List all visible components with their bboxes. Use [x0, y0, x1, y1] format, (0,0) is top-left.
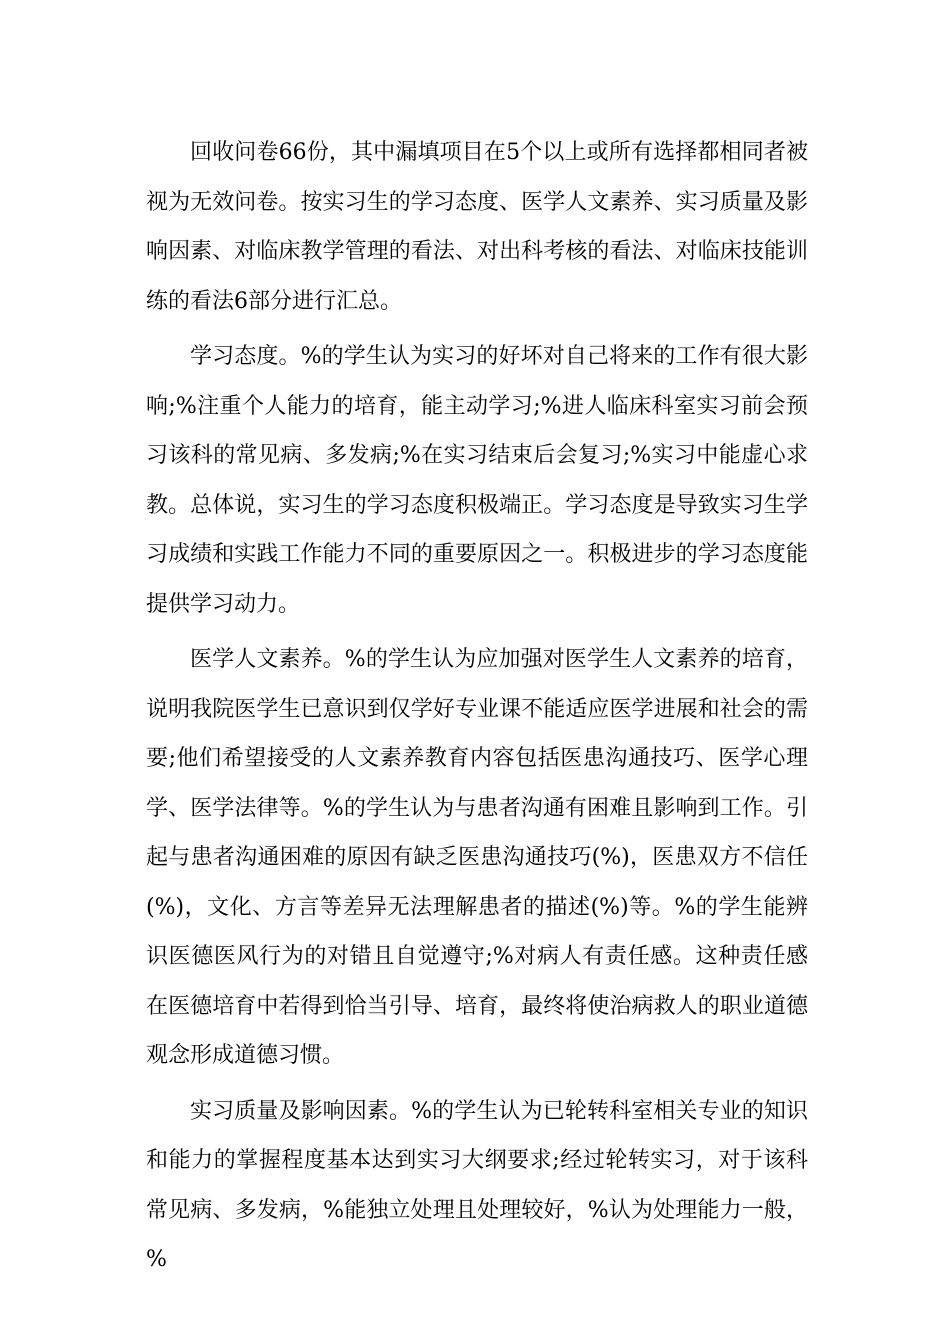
paragraph-survey-summary: 回收问卷66份，其中漏填项目在5个以上或所有选择都相同者被视为无效问卷。按实习生的学习态度、医学人文素养、实习质量及影响因素、对临床教学管理的看法、对出科考核的看法、对临床技能训练的看法6部分进行汇总。 [146, 140, 808, 314]
document-body [146, 128, 808, 1291]
paragraph-internship-quality: 实习质量及影响因素。%的学生认为已轮转科室相关专业的知识和能力的掌握程度基本达到实习大纲要求;经过轮转实习，对于该科常见病、多发病，%能独立处理且处理较好，%认为处理能力一般，% [146, 1098, 808, 1272]
paragraph-medical-humanities: 医学人文素养。%的学生认为应加强对医学生人文素养的培育，说明我院医学生已意识到仅学好专业课不能适应医学进展和社会的需要;他们希望接受的人文素养教育内容包括医患沟通技巧、医学心理学、医学法律等。%的学生认为与患者沟通有困难且影响到工作。引起与患者沟通困难的原因有缺乏医患沟通技巧(%)，医患双方不信任(%)，文化、方言等差异无法理解患者的描述(%)等。%的学生能辨识医德医风行为的对错且自觉遵守;%对病人有责任感。这种责任感在医德培育中若得到恰当引导、培育，最终将使治病救人的职业道德观念形成道德习惯。 [146, 647, 808, 1068]
paragraph-learning-attitude: 学习态度。%的学生认为实习的好坏对自己将来的工作有很大影响;%注重个人能力的培育，能主动学习;%进人临床科室实习前会预习该科的常见病、多发病;%在实习结束后会复习;%实习中能虚心求教。总体说，实习生的学习态度积极端正。学习态度是导致实习生学习成绩和实践工作能力不同的重要原因之一。积极进步的学习态度能提供学习动力。 [146, 344, 808, 617]
